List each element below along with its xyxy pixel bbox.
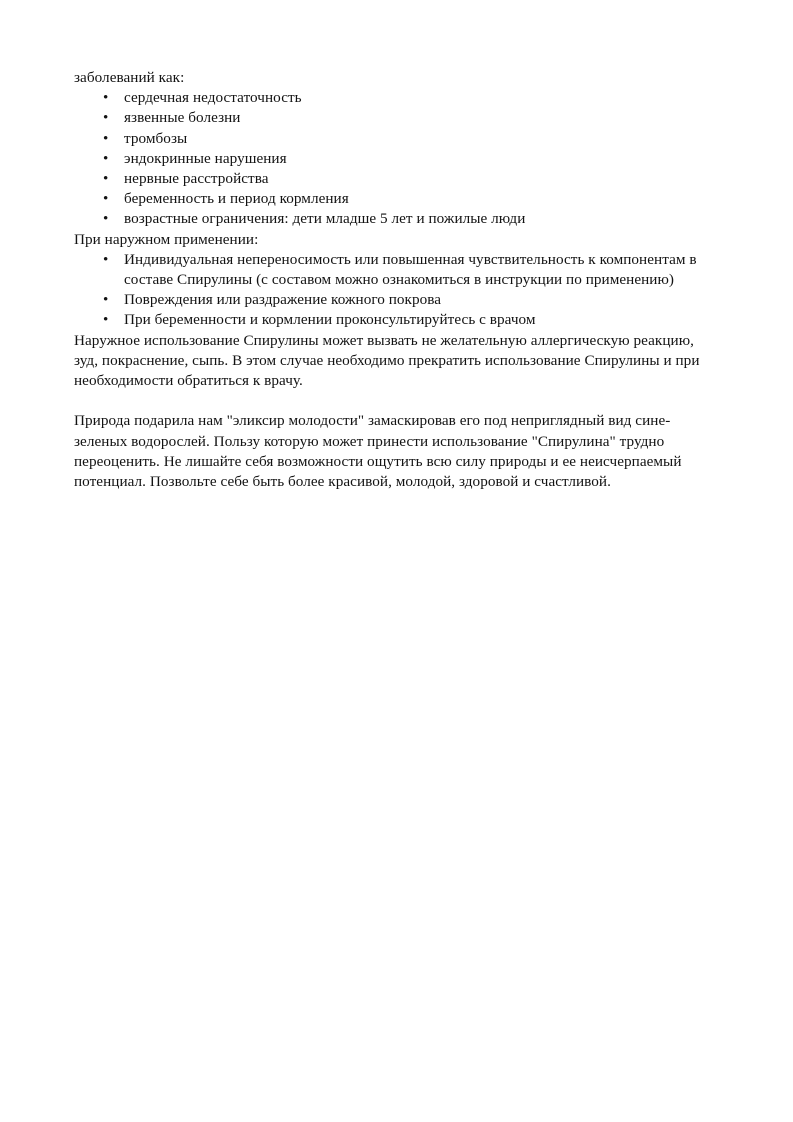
lead-in-external-use: При наружном применении: (74, 230, 259, 248)
list-item (74, 290, 719, 310)
bullet-dot-icon: • (103, 170, 109, 188)
bullet-dot-icon: • (103, 89, 109, 107)
list-item (74, 310, 719, 330)
bullet-dot-icon: • (103, 291, 109, 309)
list-item (74, 169, 719, 189)
list-item-label: Индивидуальная непереносимость или повышенная чувствительность к компонентам в составе Спирулины (с составом можно ознакомиться в инструкции по применению) (124, 250, 697, 289)
list-item (74, 209, 719, 229)
list-item-label: Повреждения или раздражение кожного покрова (124, 291, 442, 309)
list-item (74, 88, 719, 108)
list-item (74, 108, 719, 128)
bullet-dot-icon: • (103, 129, 109, 147)
bullet-dot-icon: • (103, 311, 109, 329)
external-use-list (74, 250, 719, 331)
bullet-dot-icon: • (103, 210, 109, 228)
document-text-body (74, 68, 719, 492)
paragraph-gap (74, 391, 719, 411)
list-item-label: сердечная недостаточность (124, 89, 302, 107)
list-item-label: эндокринные нарушения (124, 149, 287, 167)
list-item-label: нервные расстройства (124, 170, 269, 188)
list-item (74, 129, 719, 149)
list-item-label: беременность и период кормления (124, 190, 349, 208)
lead-in-diseases: заболеваний как: (74, 69, 185, 86)
list-item (74, 149, 719, 169)
list-item (74, 250, 719, 290)
list-item (74, 189, 719, 209)
list-item-label: возрастные ограничения: дети младше 5 лет и пожилые люди (124, 210, 526, 228)
list-item-label: При беременности и кормлении проконсультируйтесь с врачом (124, 311, 536, 329)
list-item-label: тромбозы (124, 129, 188, 147)
contraindications-list (74, 88, 719, 229)
external-use-warning-paragraph: Наружное использование Спирулины может вызвать не желательную аллергическую реакцию, зуд, покраснение, сыпь. В этом случае необходимо прекратить использование Спирулины и при необходимости обратиться к врачу. (74, 331, 700, 390)
bullet-dot-icon: • (103, 149, 109, 167)
bullet-dot-icon: • (103, 109, 109, 127)
list-item-label: язвенные болезни (124, 109, 241, 127)
closing-paragraph: Природа подарила нам "эликсир молодости" замаскировав его под неприглядный вид сине-зеленых водорослей. Пользу которую может принести использование "Спирулина" трудно переоценить. Не лишайте себя возможности ощутить всю силу природы и ее неисчерпаемый потенциал. Позвольте себе быть более красивой, молодой, здоровой и счастливой. (74, 412, 682, 491)
bullet-dot-icon: • (103, 190, 109, 208)
bullet-dot-icon: • (103, 250, 109, 268)
